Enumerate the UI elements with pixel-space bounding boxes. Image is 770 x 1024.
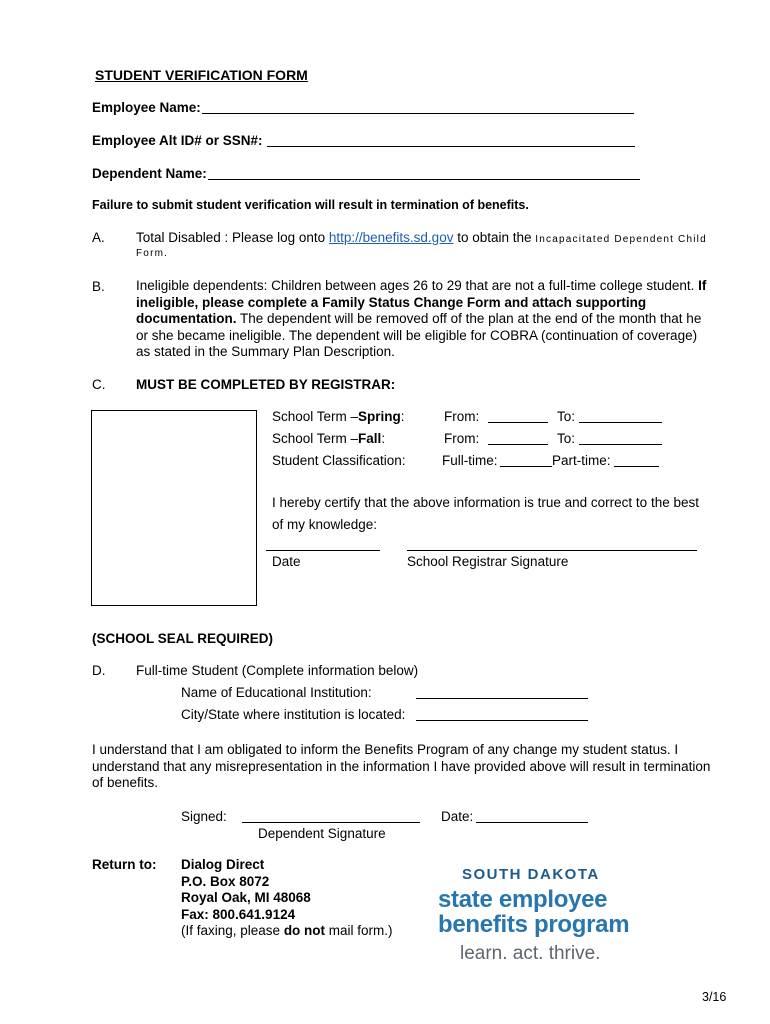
institution-field[interactable] xyxy=(416,698,588,699)
fall-bold: Fall xyxy=(358,431,382,446)
city-state-label: City/State where institution is located: xyxy=(181,707,406,722)
section-b-paragraph xyxy=(136,278,736,361)
section-a-letter: A. xyxy=(92,230,105,245)
return-line-3: Royal Oak, MI 48068 xyxy=(181,890,311,905)
seal-required-text: (SCHOOL SEAL REQUIRED) xyxy=(92,631,274,646)
registrar-date-field[interactable] xyxy=(266,550,380,551)
city-state-field[interactable] xyxy=(416,720,588,721)
section-b-text-4: as stated in the Summary Plan Description. xyxy=(136,344,395,359)
return-line-1: Dialog Direct xyxy=(181,857,265,872)
page-number: 3/16 xyxy=(702,990,727,1004)
section-b-text-1: Ineligible dependents: Children between ages 26 to 29 that are not a full-time college student. xyxy=(136,278,699,293)
fall-from-field[interactable] xyxy=(488,444,548,445)
section-b-text-2: The dependent will be removed off of the plan at the end of the month that he xyxy=(236,311,702,326)
full-time-field[interactable] xyxy=(500,466,552,467)
fall-term-label xyxy=(272,431,385,446)
logo-benefits-program: benefits program xyxy=(438,911,630,938)
return-to-label: Return to: xyxy=(92,857,157,872)
fall-to-field[interactable] xyxy=(579,444,662,445)
benefits-link[interactable]: http://benefits.sd.gov xyxy=(328,230,454,245)
alt-id-field[interactable] xyxy=(267,146,635,147)
signed-label: Signed: xyxy=(181,809,227,824)
statement-line-3: of benefits. xyxy=(92,775,159,790)
registrar-signature-field[interactable] xyxy=(407,550,697,551)
section-a-line-1 xyxy=(136,230,707,245)
dependent-signature-label: Dependent Signature xyxy=(258,826,386,841)
section-c-heading: MUST BE COMPLETED BY REGISTRAR: xyxy=(136,377,396,392)
student-classification-label: Student Classification: xyxy=(272,453,406,468)
fall-prefix: School Term – xyxy=(272,431,359,446)
spring-to-label: To: xyxy=(557,409,576,424)
dependent-signature-field[interactable] xyxy=(242,822,420,823)
registrar-date-label: Date xyxy=(272,554,301,569)
form-title: STUDENT VERIFICATION FORM xyxy=(95,67,308,83)
part-time-field[interactable] xyxy=(614,466,659,467)
fall-from-label: From: xyxy=(444,431,480,446)
return-address xyxy=(181,857,431,940)
school-seal-box xyxy=(91,410,257,606)
section-b-bold-3: documentation. xyxy=(136,311,237,326)
section-d-heading: Full-time Student (Complete information below) xyxy=(136,663,419,678)
return-line-5-bold: do not xyxy=(283,923,326,938)
section-a-small-1: Incapacitated Dependent Child xyxy=(535,234,707,245)
statement-line-2: understand that any misrepresentation in the information I have provided above will result in termination xyxy=(92,758,711,774)
section-a-text-before: Total Disabled : Please log onto xyxy=(136,230,329,245)
section-d-letter: D. xyxy=(92,663,106,678)
section-b-bold-1: If xyxy=(698,278,707,293)
section-a-small-2: Form. xyxy=(136,248,169,259)
institution-label: Name of Educational Institution: xyxy=(181,685,372,700)
certify-line-2: of my knowledge: xyxy=(272,517,378,532)
employee-name-label: Employee Name: xyxy=(92,100,201,115)
spring-from-label: From: xyxy=(444,409,480,424)
section-b-text-3: or she became ineligible. The dependent will be eligible for COBRA (continuation of coverage) xyxy=(136,327,698,343)
sd-benefits-logo xyxy=(438,866,658,965)
spring-prefix: School Term – xyxy=(272,409,359,424)
certify-line-1: I hereby certify that the above information is true and correct to the best xyxy=(272,495,699,510)
alt-id-label: Employee Alt ID# or SSN#: xyxy=(92,133,263,148)
spring-colon: : xyxy=(400,409,405,424)
return-line-5-post: mail form.) xyxy=(325,923,393,938)
return-line-5 xyxy=(181,923,431,940)
signature-date-field[interactable] xyxy=(476,822,588,823)
section-a-text-after: to obtain the xyxy=(453,230,536,245)
spring-bold: Spring xyxy=(358,409,401,424)
return-line-2: P.O. Box 8072 xyxy=(181,873,270,889)
spring-from-field[interactable] xyxy=(488,422,548,423)
spring-to-field[interactable] xyxy=(579,422,662,423)
return-line-5-pre: (If faxing, please xyxy=(181,923,284,938)
return-line-4: Fax: 800.641.9124 xyxy=(181,906,296,922)
logo-south-dakota: SOUTH DAKOTA xyxy=(462,866,600,883)
full-time-label: Full-time: xyxy=(442,453,498,468)
warning-text: Failure to submit student verification will result in termination of benefits. xyxy=(92,198,529,212)
statement-paragraph xyxy=(92,742,742,792)
signature-date-label: Date: xyxy=(441,809,474,824)
registrar-signature-label: School Registrar Signature xyxy=(407,554,569,569)
statement-line-1: I understand that I am obligated to inform the Benefits Program of any change my student status. I xyxy=(92,742,679,757)
section-b-letter: B. xyxy=(92,279,105,294)
fall-to-label: To: xyxy=(557,431,576,446)
logo-state-employee: state employee xyxy=(438,886,608,913)
employee-name-field[interactable] xyxy=(202,113,634,114)
dependent-name-label: Dependent Name: xyxy=(92,166,207,181)
dependent-name-field[interactable] xyxy=(208,179,640,180)
logo-tagline: learn. act. thrive. xyxy=(460,943,601,964)
section-c-letter: C. xyxy=(92,377,106,392)
spring-term-label xyxy=(272,409,405,424)
section-b-bold-2: ineligible, please complete a Family Status Change Form and attach supporting xyxy=(136,294,647,310)
fall-colon: : xyxy=(381,431,386,446)
part-time-label: Part-time: xyxy=(552,453,611,468)
